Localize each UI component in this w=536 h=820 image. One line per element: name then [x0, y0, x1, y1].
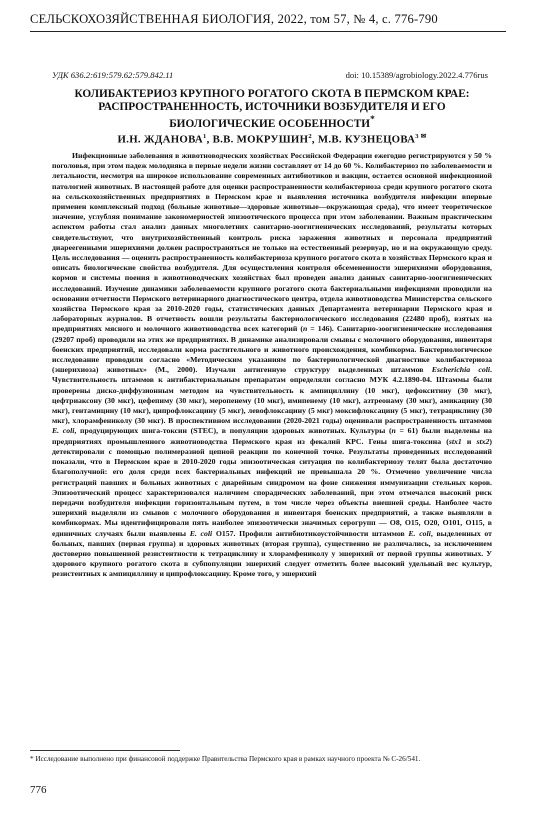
- abstract-text: Инфекционные заболевания в животноводческих хозяйствах Российской Федерации ежегодно регистрируются у 50 % поголовья, при этом падеж молодняка в первые недели жизни составляет от 14 до 60 %. Колибактериоз по заболеваемости и летальности, несмотря на широкое использование современных антибиотиков и вакцин, остается основной инфекционной патологией животных. В настоящей работе для оценки распространенности колибактериоза среди крупного рогатого скота на сельскохозяйственных предприятиях в Пермском крае и выявления источника возбудителя инфекции впервые применен комплексный подход (больные животные—здоровые животные—окружающая среда), что имеет теоретическое значение, углубляя понимание закономерностей эпизоотического процесса при этом заболевании. Важным практическим аспектом работы стал анализ данных многолетних санитарно-зоогигиенических исследований, результаты которых свидетельствуют, что внутрихозяйственный контроль риска заражения животных и персонала предприятий диареегенными эшерихиями должен распространяться не только на естественный резервуар, но и на окружающую среду. Цель исследования — оценить распространенность колибактериоза крупного рогатого скота в хозяйствах Пермского края и описать биологические свойства возбудителя. Для осуществления контроля обсемененности эшерихиями оборудования, кормов и системы поения в животноводческих хозяйствах был проведен анализ данных санитарно-зоогигиенических исследований. Изучение динамики заболеваемости крупного рогатого скота бактериальными инфекциями проводили на основании отчетности Пермского ветеринарного диагностического центра, отдела животноводства Министерства сельского хозяйства Пермского края за 2010-2020 годы, статистических данных Департамента ветеринарии Пермского края и лабораторных журналов. В отчетность вошли результаты бактериологического исследования (22480 проб), взятых на предприятиях мясного и молочного животноводства всех категорий (: [52, 151, 492, 334]
- author-name: И.Н. ЖДАНОВА: [117, 133, 204, 146]
- abstract-text: и: [461, 436, 477, 446]
- abstract-italic: E. coli: [408, 528, 431, 538]
- udc-code: УДК 636.2:619:579.62:579.842.11: [52, 70, 174, 80]
- abstract-text: ) детектировали с помощью полимеразной цепной реакции по конечной точке. Результаты проведенных исследований показали, что в Пермском крае в 2010-2020 годы эпизоотическая ситуация по колибактериозу телят была достаточно благополучной: его доля среди всех бактериальных инфекций не превышала 20 %. Отмечено увеличение числа регистраций павших и больных животных с диарейным синдромом на фоне снижения иммунизации стельных коров. Эпизоотический процесс характеризовался наличием спорадических заболеваний, при этом отмечался высокий риск передачи возбудителя инфекции горизонтальным путем, в том числе через объекты внешней среды. Наиболее часто эшерихий выделяли из смывов с молочного оборудования и инвентаря боенских предприятий, а также выявляли в комбикормах. Мы идентифицировали пять наиболее эпизоотически значимых серогрупп — O8, O15, O20, O101, O115, в единичных случаях были выявлены: [52, 436, 492, 538]
- abstract-text: . Чувствительность штаммов к антибактериальным препаратам определяли согласно МУК 4.2.1890-04. Штаммы были проверены диско-диффузионным методом на чувствительность к ампициллину (10 мкг), цефокситину (30 мкг), цефтриаксону (30 мкг), цефепиму (30 мкг), меропенему (10 мкг), имипенему (10 мкг), азтреонаму (30 мкг), амикацину (30 мкг), гентамицину (10 мкг), ципрофлоксацину (5 мкг), левофлоксацину (5 мкг) моксифлоксацину (5 мкг), тетрациклину (30 мкг), хлорамфениколу (30 мкг). В проспективном исследовании (2020-2021 годы) оценивали распространенность штаммов: [52, 365, 492, 426]
- author-separator: ,: [206, 133, 213, 146]
- author-separator: ,: [311, 133, 318, 146]
- article-title-text: КОЛИБАКТЕРИОЗ КРУПНОГО РОГАТОГО СКОТА В ПЕРМСКОМ КРАЕ: РАСПРОСТРАНЕННОСТЬ, ИСТОЧНИКИ ВОЗБУДИТЕЛЯ И ЕГО БИОЛОГИЧЕСКИЕ ОСОБЕННОСТИ: [74, 88, 470, 131]
- author-name: В.В. МОКРУШИН: [212, 133, 309, 146]
- footnote-rule: [30, 750, 180, 751]
- author-list: [52, 132, 492, 146]
- abstract-text: , продуцирующих шига-токсин (STEC), в популяции здоровых животных. Культуры (: [74, 426, 392, 436]
- title-footnote-mark: *: [370, 115, 375, 126]
- author-name: М.В. КУЗНЕЦОВА: [317, 133, 416, 146]
- doi: doi: 10.15389/agrobiology.2022.4.776rus: [345, 70, 488, 80]
- funding-footnote: * Исследование выполнено при финансовой поддержке Правительства Пермского края в рамках научного проекта № С-26/541.: [30, 755, 421, 763]
- abstract-text: O157. Профили антибиотикоустойчивости штаммов: [212, 528, 409, 538]
- author-affiliation: 2: [308, 133, 312, 140]
- abstract-italic: Escherichia coli: [431, 365, 491, 375]
- article-title: [52, 88, 492, 131]
- abstract-italic: stx2: [476, 436, 490, 446]
- page-number: 776: [30, 784, 47, 796]
- author-affiliation: 1: [203, 133, 207, 140]
- abstract-text: = 146). Санитарно-зоогигиенические исследования (29207 проб) проводили на этих же предприятиях. В динамике анализировали смывы с молочного оборудования, инвентаря боенских предприятий, исследовали корма растительного и животного происхождения, комбикорма. Бактериологическое исследование проводили согласно «Методическим указаниям по бактериологической диагностике колибактериоза (эшерихиоза) животных» (М., 2000). Изучали антигенную структуру выделенных штаммов: [52, 324, 492, 375]
- abstract-italic: stx1: [448, 436, 462, 446]
- abstract-text: = 61) были выделены на предприятиях промышленного животноводства Пермского края из фекалий КРС. Гены шига-токсина (: [52, 426, 493, 446]
- abstract-text: , выделенных от больных, павших (первая группа) и здоровых животных (вторая группа), существенно не различались, за исключением достоверно повышенной резистентности к тетрациклину и хлорамфениколу у эшерихий от первой группы животных. У здорового крупного рогатого скота в субпопуляции эшерихий следует отметить более высокий удельный вес культур, резистентных к ампициллину и ципрофлоксацину. Кроме того, у эшерихий: [52, 528, 492, 579]
- abstract-italic: E. coli: [52, 426, 75, 436]
- author-affiliation: 3 ✉: [415, 133, 427, 140]
- running-head: СЕЛЬСКОХОЗЯЙСТВЕННАЯ БИОЛОГИЯ, 2022, том 57, № 4, с. 776-790: [30, 12, 438, 26]
- abstract-italic: n: [302, 324, 308, 334]
- abstract-italic: n: [391, 426, 396, 436]
- abstract-italic: E. coli: [189, 528, 213, 538]
- abstract: [52, 151, 492, 580]
- header-rule: [30, 31, 506, 32]
